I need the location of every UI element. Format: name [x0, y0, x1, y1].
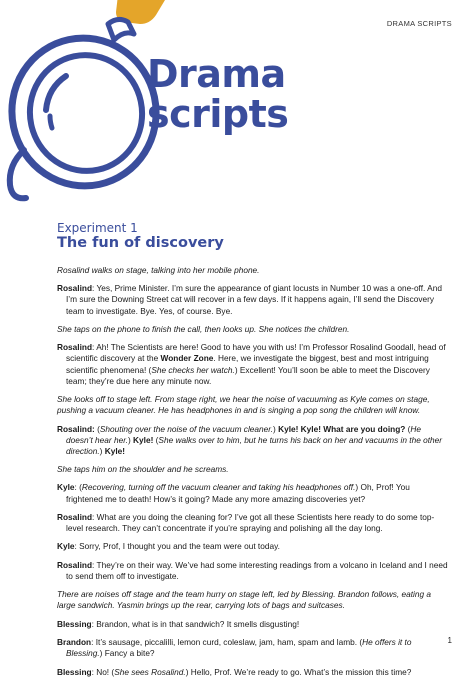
spoken-emphasis: Kyle!	[104, 445, 126, 456]
page-number: 1	[447, 636, 452, 645]
spoken-text: )	[99, 445, 105, 456]
speaker-name: Kyle	[57, 482, 75, 493]
dialogue-line	[57, 512, 449, 534]
spoken-text: ) Excellent! You’ll soon be able to meet the Discovery team; they’re due here any minute now.	[66, 364, 430, 386]
dialogue-line	[57, 342, 449, 386]
speaker-name: Kyle	[57, 541, 75, 552]
dialogue-line	[57, 560, 449, 582]
section-label: DRAMA SCRIPTS	[386, 19, 452, 28]
spoken-text: (	[405, 423, 411, 434]
spoken-text: (	[94, 423, 100, 434]
speaker-name: Rosalind	[57, 283, 93, 294]
inline-direction: He offers it to Blessing.	[66, 637, 412, 659]
spoken-emphasis: Kyle!	[133, 434, 154, 445]
spoken-text: : It’s sausage, piccalilli, lemon curd, coleslaw, jam, ham, spam and lamb. (	[91, 637, 363, 648]
stage-direction: She taps on the phone to finish the call, then looks up. She notices the children.	[57, 323, 350, 334]
inline-direction: She walks over to him, but he turns his back on her and vacuums in the other direction.	[66, 434, 443, 456]
dialogue-line	[57, 619, 449, 630]
inline-direction: She sees Rosalind.	[114, 666, 186, 677]
stage-direction: There are noises off stage and the team hurry on stage left, led by Blessing. Brandon follows, eating a large sandwich. Yasmin brings up the rear, carrying lots of bags and suitcases.	[57, 589, 432, 611]
dialogue-line	[57, 667, 449, 678]
spoken-text: : Sorry, Prof, I thought you and the team were out today.	[74, 541, 280, 552]
spoken-text: )	[127, 434, 134, 445]
spoken-emphasis: Wonder Zone	[160, 353, 214, 364]
script-body	[57, 265, 449, 685]
spoken-text: ) Oh, Prof! You frightened me to death! How’s it going? Made any more amazing discoveries yet?	[66, 482, 410, 504]
spoken-text: . Here, we investigate the biggest, best and most intriguing scientific phenomena! (	[66, 353, 429, 375]
spoken-text: : Yes, Prime Minister. I’m sure the appearance of giant locusts in Number 10 was a one-off. And I’m sure the Downing Street cat will recover in a few days. If it happens again, I’ll send the Discovery team to investigate. Bye. Yes, of course. Bye.	[66, 283, 442, 316]
stage-direction: Rosalind walks on stage, talking into her mobile phone.	[57, 265, 260, 275]
stage-direction: She looks off to stage left. From stage right, we hear the noise of vacuuming as Kyle comes on stage, pushing a vacuum cleaner. He has headphones in and is singing a pop song the children will know.	[57, 394, 430, 416]
spoken-emphasis: Kyle! Kyle! What are you doing?	[278, 423, 406, 434]
spoken-text: : What are you doing the cleaning for? I’ve got all these Scientists here ready to do some top-level research. They can’t concentrate if you’re spraying and polishing all the day long.	[66, 511, 435, 534]
stage-direction: She taps him on the shoulder and he screams.	[57, 464, 229, 475]
dialogue-line	[57, 482, 449, 504]
dialogue-line	[57, 637, 449, 659]
inline-direction: Shouting over the noise of the vacuum cleaner.	[99, 423, 274, 434]
inline-direction: Recovering, turning off the vacuum cleaner and taking his headphones off.	[81, 482, 356, 493]
spoken-text: : No! (	[91, 666, 115, 677]
logo-word-1: Drama	[147, 52, 286, 96]
spoken-text: : They’re on their way. We’ve had some interesting readings from a volcano in Iceland and I need to send them off to investigate.	[66, 559, 448, 581]
spoken-text: )	[273, 423, 279, 434]
inline-direction: He doesn’t hear her.	[66, 423, 422, 445]
spoken-text: : Brandon, what is in that sandwich? It smells disgusting!	[91, 618, 300, 629]
spoken-text: : (	[74, 482, 82, 493]
spoken-text: (	[153, 434, 159, 445]
inline-direction: She checks her watch.	[151, 364, 235, 375]
spoken-text: ) Hello, Prof. We’re ready to go. What’s the mission this time?	[185, 666, 412, 677]
experiment-title: The fun of discovery	[57, 235, 224, 251]
speaker-name: Blessing	[57, 618, 92, 629]
speaker-name: Rosalind	[57, 511, 93, 522]
dialogue-line	[57, 283, 449, 316]
speaker-name: Rosalind:	[57, 423, 95, 434]
logo-word-2: scripts	[147, 92, 289, 136]
dialogue-line	[57, 424, 449, 457]
spoken-text: ) Fancy a bite?	[99, 648, 155, 659]
speaker-name: Blessing	[57, 666, 92, 677]
logo-title	[147, 54, 288, 134]
spoken-text: : Ah! The Scientists are here! Good to have you with us! I’m Professor Rosalind Goodall, head of scientific discovery at the	[66, 342, 446, 364]
speaker-name: Rosalind	[57, 342, 93, 353]
speaker-name: Rosalind	[57, 559, 93, 570]
experiment-label: Experiment 1	[57, 221, 138, 235]
speaker-name: Brandon	[57, 637, 92, 648]
dialogue-line	[57, 541, 449, 552]
